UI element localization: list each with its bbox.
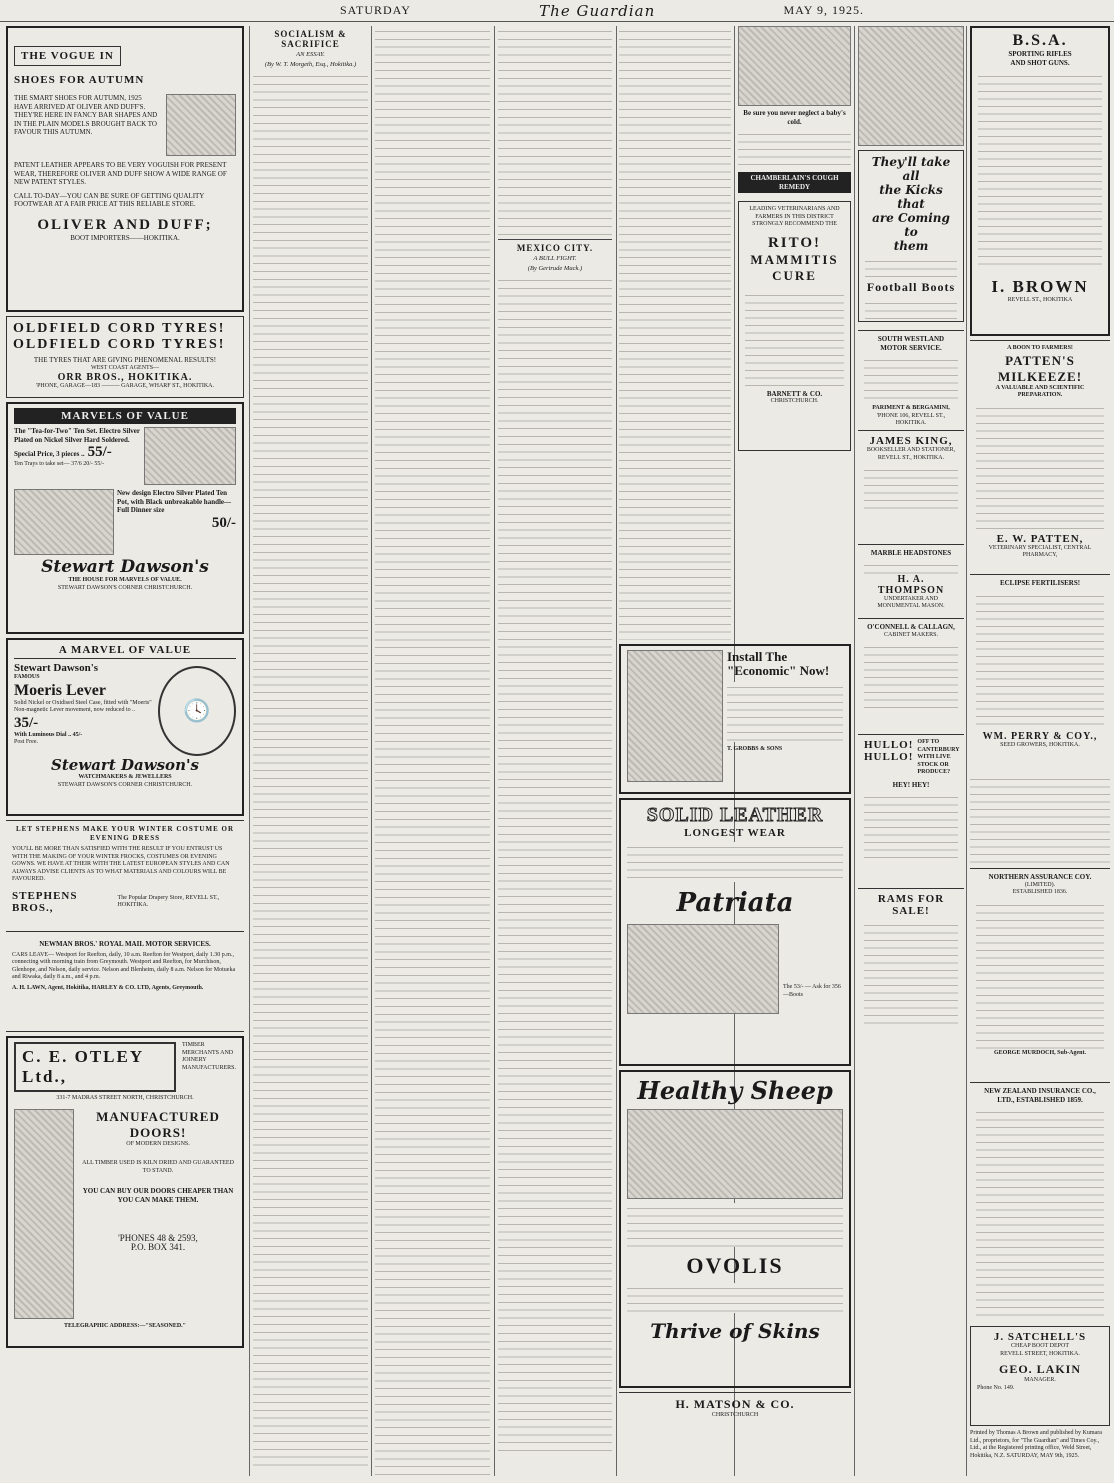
marvel-product: Moeris Lever bbox=[14, 681, 106, 699]
football-headline-3: are Coming to bbox=[872, 211, 950, 239]
marvel-luminous: With Luminous Dial .. 45/- bbox=[14, 731, 83, 738]
column-rule bbox=[371, 26, 372, 1476]
satchell-addr: REVELL STREET, HOKITIKA. bbox=[1000, 1350, 1080, 1357]
chamberlain-product: CHAMBERLAIN'S COUGH REMEDY bbox=[738, 172, 851, 193]
printer-imprint: Printed by Thomas A Brown and published by Kumara Ltd., proprietors, for "The Guardian" and Times Coy., Ltd., at the Registered printing office, Weld Street, Hokitika, N.Z. SATURDAY, MAY 9th, 1925. bbox=[970, 1430, 1102, 1459]
marvels-title: MARVELS OF VALUE bbox=[14, 408, 236, 424]
westland-ad bbox=[858, 330, 964, 426]
marvel-firm-2: Stewart Dawson's bbox=[50, 756, 200, 774]
vogue-body-3: CALL TO-DAY—YOU CAN BE SURE OF GETTING QUALITY FOOTWEAR AT A FAIR PRICE AT THIS RELIABLE STORE. bbox=[14, 191, 205, 208]
rito-city: CHRISTCHURCH. bbox=[770, 398, 819, 404]
marvels-price-1-label: Special Price, 3 pieces .. bbox=[14, 450, 85, 458]
rito-product-3: CURE bbox=[772, 267, 817, 283]
article-kind: A BULL FIGHT. bbox=[533, 255, 577, 262]
nz-insurance-ad bbox=[970, 1082, 1110, 1322]
healthy-sheep-title: Healthy Sheep bbox=[637, 1076, 833, 1105]
pattens-ad bbox=[970, 340, 1110, 570]
column-2 bbox=[253, 26, 368, 1478]
marvels-item-2: New design Electro Silver Plated Ten Pot, with Black unbreakable handle— Full Dinner size bbox=[117, 489, 232, 514]
oldfield-phone: 'PHONE, GARAGE—183 ——— GARAGE, WHARF ST., HOKITIKA. bbox=[35, 383, 215, 389]
westland-firm: PARIMENT & BERGAMINI, bbox=[872, 405, 950, 411]
baby-illustration-icon bbox=[738, 26, 851, 106]
satchell-phone: Phone No. 149. bbox=[977, 1384, 1015, 1391]
door-illustration-icon bbox=[14, 1109, 74, 1319]
bsa-ad bbox=[970, 26, 1110, 336]
oldfield-line-1: OLDFIELD CORD TYRES! bbox=[13, 321, 226, 336]
king-sub: BOOKSELLER AND STATIONER, bbox=[866, 447, 956, 453]
column-4 bbox=[498, 26, 612, 1478]
vogue-ad bbox=[6, 26, 244, 312]
marble-ad bbox=[858, 544, 964, 614]
marvels-addr: STEWART DAWSON'S CORNER CHRISTCHURCH. bbox=[57, 584, 193, 591]
marvel-desc: Solid Nickel or Oxidised Steel Case, fitted with "Moeris" Non-magnetic Lever movement, now reduced to .. bbox=[14, 699, 152, 713]
oldfield-tag: THE TYRES THAT ARE GIVING PHENOMENAL RESULTS! bbox=[33, 356, 217, 364]
otley-tag: YOU CAN BUY OUR DOORS CHEAPER THAN YOU CAN MAKE THEM. bbox=[82, 1187, 234, 1204]
marvel-price: 35/- bbox=[14, 714, 39, 731]
hullo-body: OFF TO CANTERBURY WITH LIVE STOCK OR PRODUCE? bbox=[917, 739, 960, 775]
vogue-firm: OLIVER AND DUFF; bbox=[37, 216, 213, 233]
vogue-title-2: SHOES FOR AUTUMN bbox=[14, 74, 145, 86]
otley-title: C. E. OTLEY Ltd., bbox=[22, 1047, 144, 1086]
newman-ad bbox=[6, 936, 244, 1032]
vogue-body-2: PATENT LEATHER APPEARS TO BE VERY VOGUISH FOR PRESENT WEAR, THEREFORE OLIVER AND DUFF SHOW A WIDE RANGE OF NEW PATENT STYLES. bbox=[14, 161, 227, 186]
stephens-headline: LET STEPHENS MAKE YOUR WINTER COSTUME OR EVENING DRESS bbox=[15, 825, 234, 842]
otley-sub: TIMBER MERCHANTS AND JOINERY MANUFACTURERS. bbox=[181, 1042, 237, 1071]
rams-ad bbox=[858, 888, 964, 1028]
hullo-ad bbox=[858, 734, 964, 884]
marvels-item-1: The "Tea-for-Two" Ten Set. Electro Silver Plated on Nickel Silver Hard Soldered. bbox=[14, 427, 140, 444]
otley-doors: MANUFACTURED DOORS! bbox=[96, 1108, 220, 1140]
marvels-ad bbox=[6, 402, 244, 634]
king-addr: REVELL ST., HOKITIKA. bbox=[877, 454, 945, 461]
economic-title: Install The "Economic" Now! bbox=[727, 649, 830, 678]
otley-box: P.O. BOX 341. bbox=[130, 1241, 186, 1252]
northern-headline: NORTHERN ASSURANCE COY. bbox=[988, 873, 1092, 881]
article-preceding-text bbox=[498, 26, 612, 236]
newman-footer: A. H. LAWN, Agent, Hokitika, HARLEY & CO. LTD, Agents, Greymouth. bbox=[12, 984, 204, 991]
marvels-firm-sub: THE HOUSE FOR MARVELS OF VALUE. bbox=[68, 577, 182, 583]
essay-title: SOCIALISM & SACRIFICE bbox=[274, 29, 347, 49]
essay-continued-text bbox=[375, 26, 490, 1476]
essay-kind: AN ESSAY. bbox=[296, 51, 325, 58]
king-ad bbox=[858, 430, 964, 540]
rito-firm: BARNETT & CO. bbox=[766, 389, 823, 398]
column-7 bbox=[970, 26, 1110, 1478]
northern-sub: (LIMITED). bbox=[1024, 881, 1056, 888]
article-author: (By Gertrude Mack.) bbox=[527, 265, 583, 272]
otley-ad bbox=[6, 1036, 244, 1348]
satchell-ad bbox=[970, 1326, 1110, 1426]
northern-ad bbox=[970, 868, 1110, 1078]
football-headline-1: They'll take all bbox=[871, 155, 951, 183]
patriata-brand: Patriata bbox=[676, 888, 794, 918]
masthead-paper-name: The Guardian bbox=[539, 1, 656, 20]
marvel-watch-ad bbox=[6, 638, 244, 816]
solid-leather-title: SOLID LEATHER bbox=[646, 804, 824, 826]
marble-headline: MARBLE HEADSTONES bbox=[870, 549, 952, 557]
lakin-manager: MANAGER. bbox=[1024, 1377, 1056, 1383]
economic-firm: T. GROBBS & SONS bbox=[727, 746, 783, 752]
article-continued-text bbox=[619, 26, 731, 640]
marvel-famous: FAMOUS bbox=[14, 674, 40, 680]
column-rule bbox=[616, 26, 617, 1476]
westland-headline: SOUTH WESTLAND MOTOR SERVICE. bbox=[877, 335, 945, 352]
northern-agent: GEORGE MURDOCH, Sub-Agent. bbox=[993, 1049, 1086, 1056]
shoe-illustration-icon bbox=[166, 94, 236, 156]
nz-insurance-headline: NEW ZEALAND INSURANCE CO., LTD., ESTABLISHED 1859. bbox=[984, 1087, 1096, 1104]
marvels-price-1: 55/- bbox=[87, 444, 112, 460]
connell-sub: CABINET MAKERS. bbox=[884, 631, 938, 638]
masthead-day: SATURDAY bbox=[340, 3, 411, 17]
rito-product-1: RITO! bbox=[767, 234, 822, 251]
masthead-date: MAY 9, 1925. bbox=[783, 3, 864, 17]
football-headline-4: them bbox=[893, 239, 929, 253]
tea-set-illustration-icon bbox=[144, 427, 236, 485]
oldfield-firm: ORR BROS., HOKITIKA. bbox=[57, 372, 193, 383]
football-ad bbox=[858, 150, 964, 322]
marvel-title: A MARVEL OF VALUE bbox=[14, 644, 236, 659]
teapot-illustration-icon bbox=[14, 489, 114, 555]
masthead bbox=[0, 0, 1114, 22]
marvel-firm-2-sub: WATCHMAKERS & JEWELLERS bbox=[78, 774, 172, 780]
pocket-watch-icon: 🕓 bbox=[158, 666, 236, 756]
column-1 bbox=[6, 26, 244, 1478]
rito-headline: LEADING VETERINARIANS AND FARMERS IN THIS DISTRICT STRONGLY RECOMMEND THE bbox=[749, 206, 840, 227]
football-boot-illustration-icon bbox=[858, 26, 964, 146]
solid-leather-price: The 53/- — Ask for 356—Boots bbox=[783, 984, 841, 998]
baby-headline: Be sure you never neglect a baby's cold. bbox=[743, 109, 846, 126]
column-rule bbox=[966, 26, 967, 1476]
essay-body-text bbox=[253, 71, 368, 1471]
pattens-headline: A BOON TO FARMERS! bbox=[1007, 345, 1073, 351]
patten-firm-sub: VETERINARY SPECIALIST, CENTRAL PHARMACY, bbox=[988, 544, 1092, 558]
northern-est: ESTABLISHED 1836. bbox=[1012, 889, 1068, 895]
marvel-post: Post Free. bbox=[14, 739, 38, 745]
essay-author: (By W. T. Morgeth, Esq., Hokitika.) bbox=[264, 61, 357, 68]
pattens-title: PATTEN'S bbox=[1005, 352, 1075, 368]
arch-little-firm bbox=[865, 320, 957, 322]
marvels-firm: Stewart Dawson's bbox=[41, 557, 209, 577]
marvel-addr: STEWART DAWSON'S CORNER CHRISTCHURCH. bbox=[57, 781, 193, 788]
column-3 bbox=[375, 26, 490, 1478]
connell-ad bbox=[858, 618, 964, 730]
marvels-trays: Ten Trays to take set— 37/6 20/- 55/- bbox=[14, 461, 105, 467]
football-headline-2: the Kicks that bbox=[879, 183, 943, 211]
bsa-sub: SPORTING RIFLES bbox=[1008, 50, 1072, 58]
stephens-body: YOU'LL BE MORE THAN SATISFIED WITH THE RESULT IF YOU ENTRUST US WITH THE MAKING OF YOUR WINTER FROCKS, COSTUMES OR EVENING GOWNS. WE HAVE AT THEIR WITH THE LATEST EUROPEAN STYLES AND CAN ALWAYS ADVISE CLIENTS AS TO WHAT MATERIALS AND COLOURS WILL BE FAVOURED. bbox=[12, 846, 230, 882]
article-title: MEXICO CITY. bbox=[516, 243, 594, 253]
column-rule bbox=[249, 26, 250, 1476]
satchell-sub: CHEAP BOOT DEPOT bbox=[1010, 1343, 1069, 1349]
hullo-headline-2: HULLO! bbox=[864, 751, 914, 763]
notice-text bbox=[970, 774, 1110, 864]
otley-telegraphic: TELEGRAPHIC ADDRESS:—"SEASONED." bbox=[63, 1322, 187, 1329]
ovolis-product: OVOLIS bbox=[686, 1253, 784, 1278]
stephens-firm-sub: The Popular Drapery Store, REVELL ST., HOKITIKA. bbox=[117, 894, 220, 908]
rito-product-2: MAMMITIS bbox=[750, 251, 839, 267]
vogue-firm-sub: BOOT IMPORTERS——HOKITIKA. bbox=[70, 233, 180, 242]
satchell-headline: J. SATCHELL'S bbox=[993, 1331, 1087, 1343]
oldfield-ad bbox=[6, 316, 244, 398]
eclipse-ad bbox=[970, 574, 1110, 770]
stephens-firm: STEPHENS BROS., bbox=[12, 889, 78, 914]
brown-firm: I. BROWN bbox=[991, 277, 1089, 296]
pattens-title-2: MILKEEZE! bbox=[997, 368, 1083, 384]
hullo-headline-1: HULLO! bbox=[864, 739, 914, 751]
pattens-sub: A VALUABLE AND SCIENTIFIC PREPARATION. bbox=[995, 384, 1085, 398]
matson-city: CHRISTCHURCH bbox=[711, 1412, 759, 1418]
connell-headline: O'CONNELL & CALLAGN, bbox=[867, 623, 955, 631]
otley-phones: 'PHONES 48 & 2593, bbox=[118, 1233, 198, 1243]
vogue-body: THE SMART SHOES FOR AUTUMN, 1925 HAVE ARRIVED AT OLIVER AND DUFF'S. THEY'RE HERE IN FANCY BAR SHAPES AND IN THE PLAIN MODELS BROUGHT BACK TO FAVOUR THIS AUTUMN. bbox=[14, 94, 158, 136]
otley-addr: 331-7 MADRAS STREET NORTH, CHRISTCHURCH. bbox=[56, 1095, 194, 1101]
otley-body: ALL TIMBER USED IS KILN DRIED AND GUARANTEED TO STAND. bbox=[82, 1160, 234, 1174]
column-rule bbox=[494, 26, 495, 1476]
rams-headline: RAMS FOR SALE! bbox=[877, 893, 945, 917]
westland-phone: 'PHONE 106, REVELL ST., HOKITIKA. bbox=[876, 412, 946, 426]
perry-firm: WM. PERRY & COY., bbox=[982, 730, 1098, 742]
stephens-ad bbox=[6, 820, 244, 932]
hullo-hey: HEY! HEY! bbox=[892, 780, 930, 789]
king-headline: JAMES KING, bbox=[869, 435, 953, 447]
solid-leather-sub: LONGEST WEAR bbox=[684, 827, 786, 839]
brown-addr: REVELL ST., HOKITIKA bbox=[1007, 297, 1073, 303]
newman-body: CARS LEAVE— Westport for Reefton, daily, 10 a.m. Reefton for Westport, daily 1.30 p.m., connecting with morning train from Greymouth. Westport and Reefton, for Murchison, Glenhope, and Nelson, daily service. Nelson and Blenheim, daily 8 a.m. Nelson for Motueka and Riwaka, daily 8 a.m., and 4 p.m. bbox=[12, 951, 236, 980]
thompson-firm: H. A. THOMPSON bbox=[877, 573, 945, 596]
copper-boiler-illustration-icon bbox=[627, 650, 723, 782]
bsa-title: B.S.A. bbox=[1012, 32, 1068, 49]
skins-tag: Thrive of Skins bbox=[650, 1319, 820, 1343]
article-body-text bbox=[498, 275, 612, 1455]
eclipse-headline: ECLIPSE FERTILISERS! bbox=[999, 579, 1081, 587]
lakin-name: GEO. LAKIN bbox=[998, 1362, 1081, 1376]
column-6-listings bbox=[738, 322, 851, 1472]
patten-firm: E. W. PATTEN, bbox=[996, 532, 1084, 545]
newman-headline: NEWMAN BROS.' ROYAL MAIL MOTOR SERVICES. bbox=[39, 940, 211, 948]
oldfield-agents: WEST COAST AGENTS— bbox=[90, 364, 160, 371]
perry-sub: SEED GROWERS, HOKITIKA. bbox=[1000, 741, 1080, 748]
football-product: Football Boots bbox=[866, 280, 956, 294]
marvel-firm: Stewart Dawson's bbox=[14, 662, 99, 674]
matson-firm: H. MATSON & CO. bbox=[675, 1397, 795, 1411]
vogue-title: THE VOGUE IN bbox=[21, 50, 114, 62]
thompson-sub: UNDERTAKER AND MONUMENTAL MASON. bbox=[877, 595, 945, 609]
marvels-price-2: 50/- bbox=[211, 514, 236, 531]
otley-doors-sub: OF MODERN DESIGNS. bbox=[126, 1140, 190, 1147]
column-6-right-listings bbox=[858, 330, 964, 1470]
column-rule bbox=[854, 26, 855, 1476]
oldfield-line-2: OLDFIELD CORD TYRES! bbox=[13, 337, 226, 352]
bsa-sub-2: AND SHOT GUNS. bbox=[1010, 58, 1070, 67]
